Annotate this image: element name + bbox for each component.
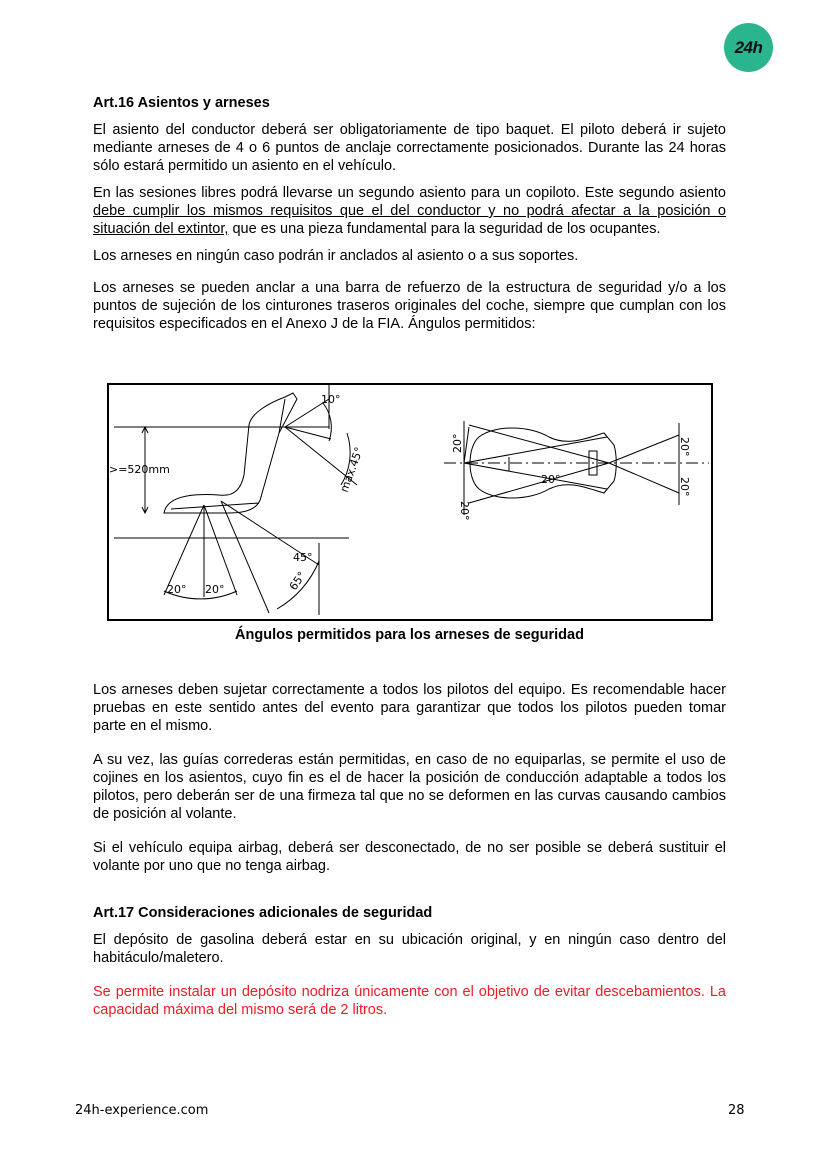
footer-site: 24h-experience.com <box>75 1103 209 1118</box>
label-20-left: 20° <box>167 583 187 596</box>
art17-paragraph-1: El depósito de gasolina deberá estar en su ubicación original, y en ningún caso dentro del habitáculo/maletero. <box>93 932 726 966</box>
art16-p2-underlined: debe cumplir los mismos requisitos que el del conductor y no podrá afectar a la posición o situación del extintor, <box>93 203 726 237</box>
label-20-right: 20° <box>205 583 225 596</box>
label-65: 65° <box>286 569 309 593</box>
page-content-lower <box>93 681 726 1028</box>
label-20-top-left: 20° <box>451 433 464 453</box>
art16-heading: Art.16 Asientos y arneses <box>93 95 270 111</box>
seat-cushion-line <box>171 503 259 509</box>
art16-paragraph-1: El asiento del conductor deberá ser obligatoriamente de tipo baquet. El piloto deberá ir sujeto mediante arneses de 4 o 6 puntos de anclaje correctamente posicionados. Durante las 24 horas sólo estará permitido un asiento en el vehículo. <box>93 122 726 174</box>
brand-logo <box>724 23 773 72</box>
art16-p2-end: que es una pieza fundamental para la seguridad de los ocupantes. <box>228 221 661 237</box>
art16-paragraph-4: Los arneses se pueden anclar a una barra de refuerzo de la estructura de seguridad y/o a los puntos de sujeción de los cinturones traseros originales del coche, siempre que cumplan con los requisitos especificados en el Anexo J de la FIA. Ángulos permitidos: <box>93 280 726 332</box>
art17-paragraph-2: Se permite instalar un depósito nodriza únicamente con el objetivo de evitar descebamientos. La capacidad máxima del mismo será de 2 litros. <box>93 984 726 1018</box>
harness-angles-diagram <box>109 385 711 619</box>
page-content <box>93 95 726 342</box>
label-45: 45° <box>293 551 313 564</box>
art16-p2-start: En las sesiones libres podrá llevarse un segundo asiento para un copiloto. Este segundo asiento <box>93 185 726 201</box>
label-20-bottom-left: 20° <box>458 501 471 521</box>
art16-paragraph-3: Los arneses en ningún caso podrán ir anclados al asiento o a sus soportes. <box>93 248 579 264</box>
label-height: >=520mm <box>109 463 170 476</box>
art16-paragraph-5: Los arneses deben sujetar correctamente a todos los pilotos del equipo. Es recomendable hacer pruebas en este sentido antes del evento para garantizar que todos los pilotos pueden tomar parte en el mismo. <box>93 682 726 734</box>
label-20-center: 20° <box>541 473 561 486</box>
label-10-deg: 10° <box>321 393 341 406</box>
art16-paragraph-7: Si el vehículo equipa airbag, deberá ser desconectado, de no ser posible se deberá sustituir el volante por uno que no tenga airbag. <box>93 840 726 874</box>
logo-text: 24h <box>734 37 763 57</box>
art17-heading: Art.17 Consideraciones adicionales de seguridad <box>93 905 433 921</box>
seat-outline <box>164 393 297 513</box>
figure-caption: Ángulos permitidos para los arneses de seguridad <box>235 627 584 643</box>
footer-page-number: 28 <box>728 1103 745 1118</box>
label-20-bottom-right: 20° <box>678 477 691 497</box>
label-20-top-right: 20° <box>678 437 691 457</box>
art16-paragraph-6: A su vez, las guías correderas están permitidas, en caso de no equiparlas, se permite el uso de cojines en los asientos, cuyo fin es el de hacer la posición de conducción adaptable a todos los pilotos, pero deberán ser de una firmeza tal que no se deformen en las curvas causando cambios de posición al volante. <box>93 752 726 822</box>
art16-paragraph-2 <box>93 184 726 238</box>
harness-angles-figure <box>107 383 713 621</box>
label-max-45: max.45° <box>337 445 366 495</box>
